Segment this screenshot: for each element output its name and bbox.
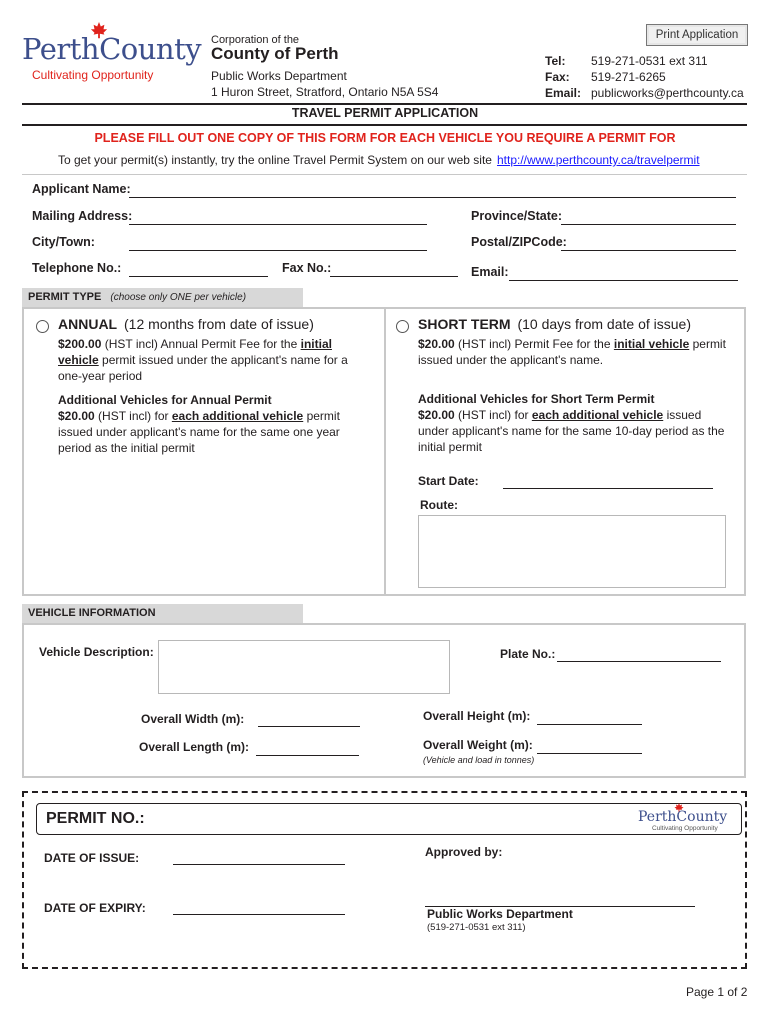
- fax-no-label: Fax No.:: [282, 261, 332, 275]
- annual-additional-text: [58, 408, 348, 456]
- department-name: Public Works Department: [211, 69, 347, 83]
- annual-add-emph: each additional vehicle: [171, 409, 304, 423]
- short-additional-text: [418, 407, 733, 455]
- logo-word-perth: Perth: [22, 32, 100, 66]
- postal-zip-label: Postal/ZIPCode:: [471, 235, 567, 249]
- annual-fee-text-1: (HST incl) Annual Permit Fee for the: [104, 337, 298, 351]
- header-rule-top: [22, 103, 747, 105]
- annual-fee-text: [58, 336, 358, 384]
- short-fee-text-2: permit issued under the applicant's name.: [418, 337, 726, 367]
- overall-weight-field[interactable]: [537, 753, 642, 754]
- short-add-text-1: (HST incl) for: [458, 408, 529, 422]
- office-logo-word-perth: Perth: [638, 809, 677, 825]
- permit-type-title: PERMIT TYPE: [28, 291, 102, 303]
- postal-zip-field[interactable]: [561, 250, 736, 251]
- approved-by-label: Approved by:: [425, 845, 503, 859]
- department-address: 1 Huron Street, Stratford, Ontario N5A 5S4: [211, 85, 439, 99]
- annual-radio[interactable]: [36, 320, 49, 333]
- public-works-dept-phone: (519-271-0531 ext 311): [427, 922, 526, 933]
- plate-no-label: Plate No.:: [500, 647, 556, 661]
- short-fee-text-1: (HST incl) Permit Fee for the: [458, 337, 611, 351]
- overall-width-field[interactable]: [258, 726, 360, 727]
- overall-height-label: Overall Height (m):: [423, 709, 531, 723]
- short-term-title: SHORT TERM: [418, 316, 511, 332]
- telephone-label: Telephone No.:: [32, 261, 122, 275]
- logo-tagline: Cultivating Opportunity: [32, 68, 154, 82]
- vehicle-info-header: [22, 604, 303, 623]
- short-add-emph: each additional vehicle: [531, 408, 664, 422]
- mailing-address-label: Mailing Address:: [32, 209, 133, 223]
- permit-type-divider: [384, 309, 386, 594]
- overall-height-field[interactable]: [537, 724, 642, 725]
- date-of-issue-field[interactable]: [173, 864, 345, 865]
- permit-type-header: [22, 288, 303, 307]
- annual-add-text-1: (HST incl) for: [98, 409, 169, 423]
- date-of-expiry-field[interactable]: [173, 914, 345, 915]
- fax-value: 519-271-6265: [591, 70, 666, 84]
- print-application-button[interactable]: [646, 24, 748, 46]
- annual-add-text-2: permit issued under applicant's name for the same one year period as the initial permit: [58, 409, 340, 455]
- overall-width-label: Overall Width (m):: [141, 712, 245, 726]
- overall-length-field[interactable]: [256, 755, 359, 756]
- mailing-address-field[interactable]: [129, 224, 427, 225]
- short-add-text-2: issued under applicant's name for the same 10-day period as the initial permit: [418, 408, 725, 454]
- office-logo-word-county: County: [676, 809, 728, 825]
- tel-value: 519-271-0531 ext 311: [591, 54, 708, 68]
- permit-no-label: PERMIT NO.:: [46, 810, 145, 827]
- applicant-name-label: Applicant Name:: [32, 182, 131, 196]
- telephone-field[interactable]: [129, 276, 268, 277]
- fax-no-field[interactable]: [330, 276, 458, 277]
- province-state-field[interactable]: [561, 224, 736, 225]
- vehicle-info-title: VEHICLE INFORMATION: [28, 607, 156, 619]
- annual-fee-amount: $200.00: [58, 337, 102, 351]
- logo-word-county: County: [99, 32, 202, 66]
- county-name: County of Perth: [211, 44, 339, 63]
- date-of-expiry-label: DATE OF EXPIRY:: [44, 901, 146, 915]
- annual-add-amount: $20.00: [58, 409, 95, 423]
- annual-fee-text-2: permit issued under the applicant's name for a one-year period: [58, 353, 348, 383]
- perth-county-logo: [22, 22, 207, 88]
- province-state-label: Province/State:: [471, 209, 563, 223]
- short-fee-emph: initial vehicle: [613, 337, 690, 351]
- annual-fee-emph: initial vehicle: [58, 337, 332, 367]
- form-title: TRAVEL PERMIT APPLICATION: [291, 106, 479, 120]
- applicant-email-field[interactable]: [509, 280, 738, 281]
- office-perth-logo: [638, 803, 738, 833]
- online-system-link[interactable]: http://www.perthcounty.ca/travelpermit: [497, 153, 700, 167]
- annual-additional-title: Additional Vehicles for Annual Permit: [58, 393, 272, 407]
- vehicle-description-label: Vehicle Description:: [39, 645, 154, 659]
- header-rule-bottom: [22, 124, 747, 126]
- office-logo-tagline: Cultivating Opportunity: [652, 825, 718, 832]
- weight-note: (Vehicle and load in tonnes): [423, 755, 535, 765]
- city-town-label: City/Town:: [32, 235, 95, 249]
- email-value: publicworks@perthcounty.ca: [591, 86, 744, 100]
- route-label: Route:: [420, 498, 458, 512]
- public-works-dept-label: Public Works Department: [427, 907, 573, 921]
- short-term-period: (10 days from date of issue): [517, 316, 691, 332]
- short-additional-title: Additional Vehicles for Short Term Permit: [418, 392, 655, 406]
- plate-no-field[interactable]: [557, 661, 721, 662]
- fax-label: Fax:: [545, 70, 570, 84]
- email-label: Email:: [545, 86, 582, 100]
- overall-weight-label: Overall Weight (m):: [423, 738, 533, 752]
- applicant-email-label: Email:: [471, 265, 509, 279]
- start-date-field[interactable]: [503, 488, 713, 489]
- date-of-issue-label: DATE OF ISSUE:: [44, 851, 140, 865]
- short-fee-amount: $20.00: [418, 337, 455, 351]
- notice-banner: PLEASE FILL OUT ONE COPY OF THIS FORM FOR EACH VEHICLE YOU REQUIRE A PERMIT FOR: [94, 131, 676, 145]
- annual-title: ANNUAL: [58, 316, 118, 332]
- permit-type-hint: (choose only ONE per vehicle): [110, 292, 247, 303]
- start-date-label: Start Date:: [418, 474, 479, 488]
- short-term-fee-text: [418, 336, 728, 368]
- online-system-text: To get your permit(s) instantly, try the online Travel Permit System on our web site: [58, 153, 492, 167]
- applicant-name-field[interactable]: [129, 197, 736, 198]
- city-town-field[interactable]: [129, 250, 427, 251]
- print-button-label: Print Application: [655, 29, 739, 41]
- applicant-section-divider: [22, 174, 747, 175]
- route-field[interactable]: [418, 515, 726, 588]
- annual-period: (12 months from date of issue): [124, 316, 314, 332]
- corporation-of-label: Corporation of the: [211, 34, 300, 46]
- short-add-amount: $20.00: [418, 408, 455, 422]
- vehicle-description-field[interactable]: [158, 640, 450, 694]
- overall-length-label: Overall Length (m):: [139, 740, 250, 754]
- tel-label: Tel:: [545, 54, 566, 68]
- page-number: Page 1 of 2: [686, 985, 748, 999]
- short-term-radio[interactable]: [396, 320, 409, 333]
